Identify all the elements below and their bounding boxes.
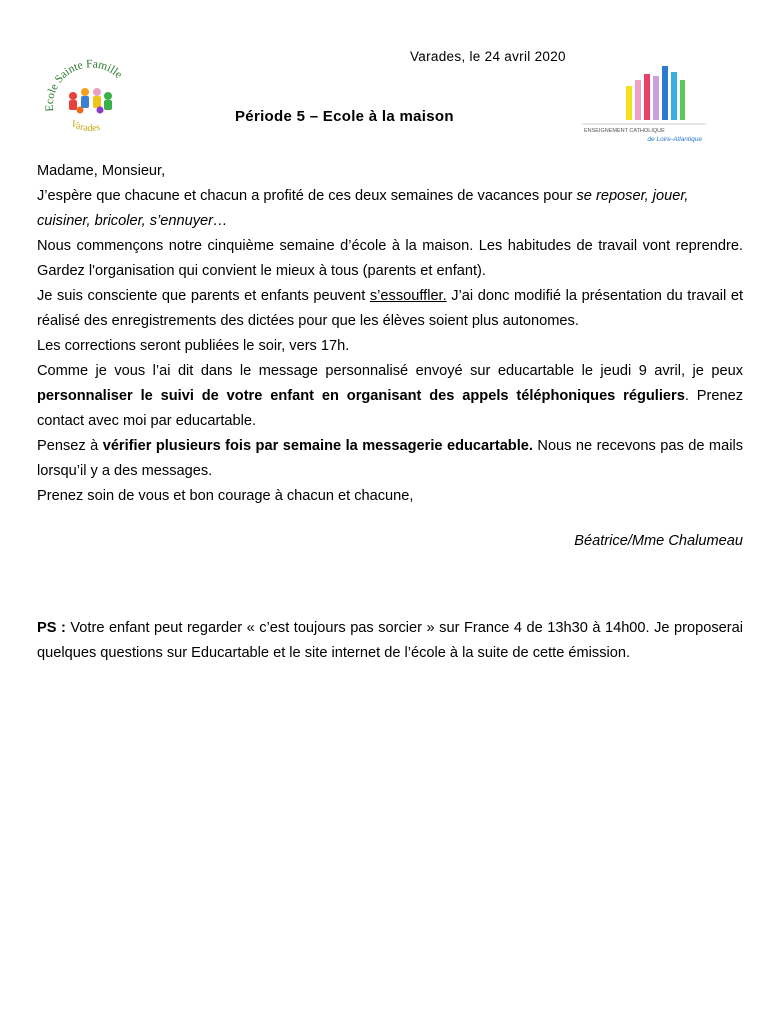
school-logo-arc-text: Ecole Sainte Famille [43, 58, 125, 112]
paragraph-messaging [37, 434, 743, 484]
paragraph-messaging-text-a: Pensez à [37, 438, 103, 454]
diocese-logo-line2: de Loire-Atlantique [647, 136, 702, 143]
paragraph-vacation-italic: se reposer, jouer, cuisiner, bricoler, s’ennuyer… [37, 188, 689, 229]
greeting: Madame, Monsieur, [37, 163, 166, 179]
date-line: Varades, le 24 avril 2020 [410, 49, 566, 64]
paragraph-vacation-text: J’espère que chacune et chacun a profité de ces deux semaines de vacances pour [37, 188, 577, 204]
paragraph-follow-up [37, 359, 743, 434]
colored-bars-icon [582, 66, 706, 124]
paragraph-follow-up-text-a: Comme je vous l’ai dit dans le message personnalisé envoyé sur educartable le jeudi 9 avril, je peux [37, 363, 743, 379]
diocese-logo [580, 60, 710, 150]
postscript-text: Votre enfant peut regarder « c’est toujours pas sorcier » sur France 4 de 13h30 à 14h00. Je proposerai quelques questions sur Educartable et le site internet de l’école à la suite de cette émission. [37, 620, 743, 661]
paragraph-follow-up-bold: personnaliser le suivi de votre enfant en organisant des appels téléphoniques réguliers [37, 388, 685, 404]
page-title: Période 5 – Ecole à la maison [235, 108, 454, 125]
postscript [37, 616, 743, 666]
paragraph-organisation-text-c: J’ai donc modifié la présentation du travail et réalisé des enregistrements des dictées pour que les élèves soient plus autonomes. [37, 288, 743, 329]
svg-text:Varades [69, 118, 102, 134]
closing-line: Prenez soin de vous et bon courage à chacun et chacune, [37, 488, 414, 504]
children-figures-icon [69, 88, 112, 114]
paragraph-corrections: Les corrections seront publiées le soir, vers 17h. [37, 338, 350, 354]
paragraph-fifth-week: Nous commençons notre cinquième semaine d’école à la maison. Les habitudes de travail vont reprendre. Gardez l'organisation qui convient le mieux à tous (parents et enfant). [37, 238, 743, 279]
paragraph-organisation [37, 284, 743, 334]
paragraph-organisation-underlined: s’essouffler. [369, 288, 447, 304]
letter-body [37, 159, 743, 509]
paragraph-messaging-text-c: Nous ne recevons pas de mails lorsqu’il y a des messages. [37, 438, 743, 479]
school-logo [40, 52, 140, 142]
paragraph-vacation [37, 184, 743, 234]
paragraph-messaging-bold: vérifier plusieurs fois par semaine la messagerie educartable. [102, 438, 533, 454]
diocese-logo-line1: ENSEIGNEMENT CATHOLIQUE [584, 128, 665, 134]
postscript-label: PS : [37, 620, 66, 636]
signature: Béatrice/Mme Chalumeau [574, 533, 743, 549]
school-logo-town-text: Varades [68, 118, 102, 135]
paragraph-follow-up-text-c: . Prenez contact avec moi par educartable. [37, 388, 743, 429]
paragraph-organisation-text-a: Je suis consciente que parents et enfants peuvent [37, 288, 370, 304]
